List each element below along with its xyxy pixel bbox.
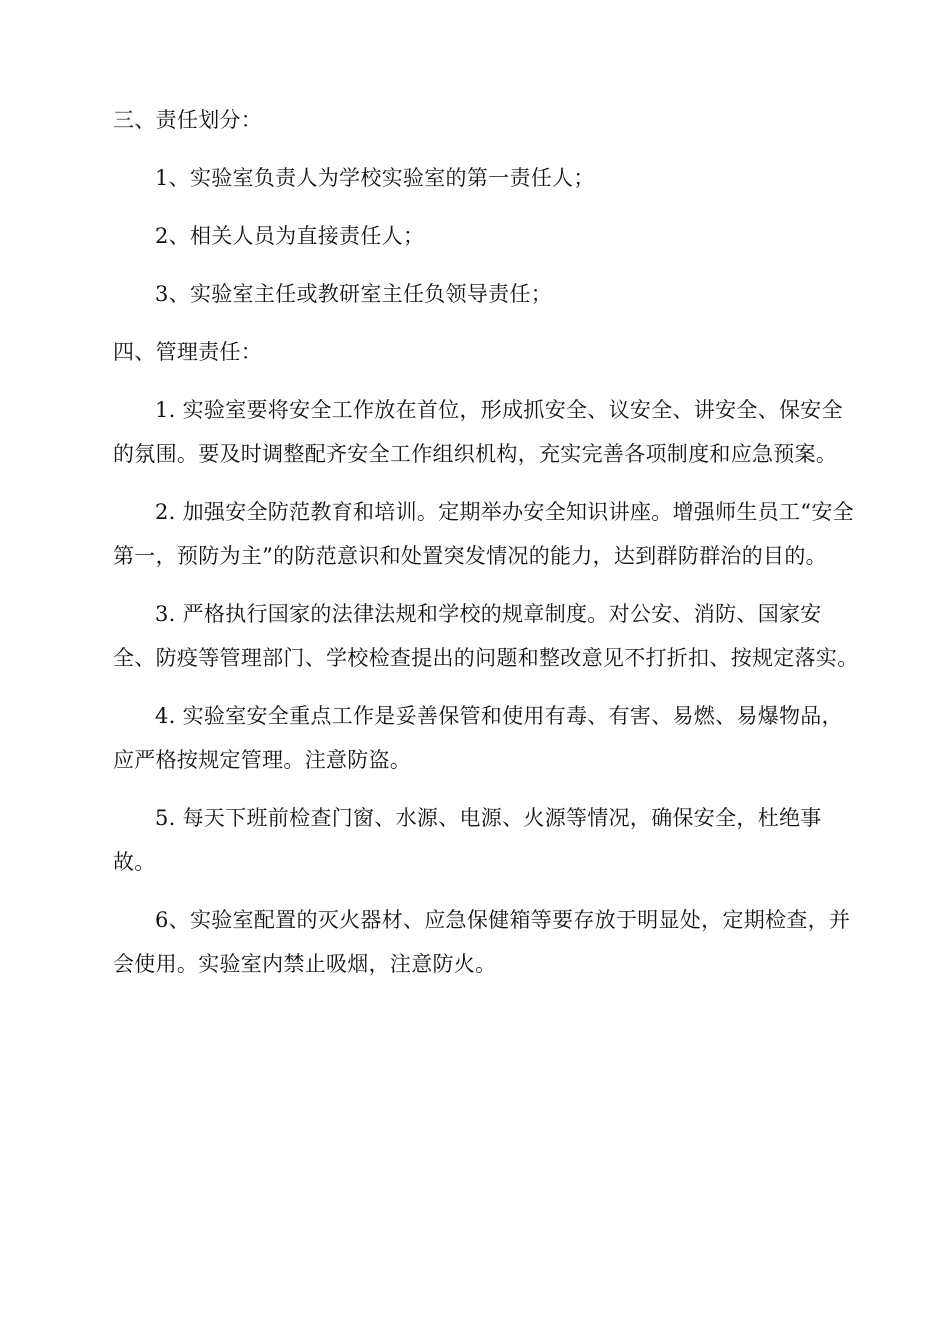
section-four-item-4: 4. 实验室安全重点工作是妥善保管和使用有毒、有害、易燃、易爆物品，应严格按规定管理。注意防盗。 — [113, 704, 843, 772]
section-four-item-1: 1. 实验室要将安全工作放在首位，形成抓安全、议安全、讲安全、保安全的氛围。要及时调整配齐安全工作组织机构，充实完善各项制度和应急预案。 — [113, 398, 843, 466]
section-three-item-3: 3、实验室主任或教研室主任负领导责任； — [155, 282, 553, 306]
section-four-heading: 四、管理责任： — [113, 340, 263, 364]
section-four-item-6: 6、实验室配置的灭火器材、应急保健箱等要存放于明显处，定期检查，并会使用。实验室内禁止吸烟，注意防火。 — [113, 908, 851, 976]
section-four-item-2: 2. 加强安全防范教育和培训。定期举办安全知识讲座。增强师生员工“安全第一，预防为主”的防范意识和处置突发情况的能力，达到群防群治的目的。 — [113, 500, 854, 568]
section-four-item-3: 3. 严格执行国家的法律法规和学校的规章制度。对公安、消防、国家安全、防疫等管理部门、学校检查提出的问题和整改意见不打折扣、按规定落实。 — [113, 602, 859, 670]
section-three-item-1: 1、实验室负责人为学校实验室的第一责任人； — [155, 166, 595, 190]
section-three-heading: 三、责任划分： — [113, 108, 263, 132]
document-body — [113, 98, 861, 1000]
section-three-item-2: 2、相关人员为直接责任人； — [155, 224, 425, 248]
section-four-item-5: 5. 每天下班前检查门窗、水源、电源、火源等情况，确保安全，杜绝事故。 — [113, 806, 822, 874]
